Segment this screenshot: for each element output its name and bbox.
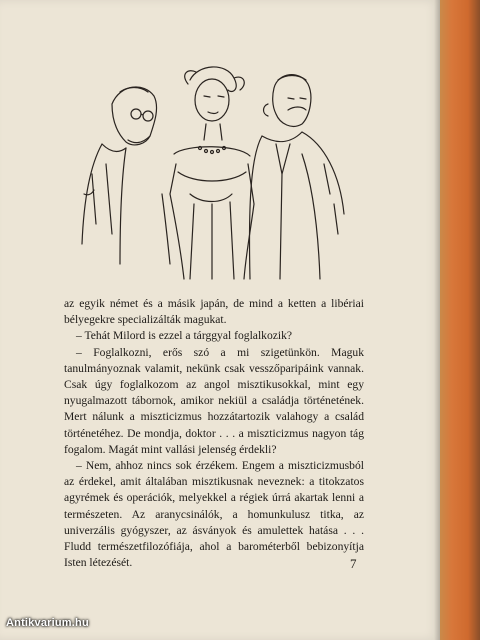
illustration-three-figures bbox=[62, 44, 362, 284]
center-figure-sketch bbox=[162, 67, 254, 279]
paragraph-1: az egyik német és a másik japán, de mind a ketten a libériai bélyegekre specializálták magukat. bbox=[64, 297, 364, 327]
paragraph-4: – Nem, ahhoz nincs sok érzékem. Engem a miszticizmusból az érdekel, amit általában misztikusnak neveznek: a titokzatos agyrémek és operációk, melyekkel a régiek úrrá akartak lenni a természeten. Az aranycsinálók, a homunkulusz titka, az univerzális gyógyszer, az ásványok és amulettek hatása . . . Fludd természetfilozófiája, ahol a barométerből bebizonyítja Isten létezését. bbox=[64, 459, 364, 570]
watermark-text: Antikvarium.hu bbox=[6, 617, 89, 629]
body-text bbox=[64, 296, 364, 571]
paragraph-3: – Foglalkozni, erős szó a mi szigetünkön. Maguk tanulmányoznak valamit, nekünk csak vesszőparipáink vannak. Csak úgy foglalkozom az angol misztikusokkal, mint egy nyugalmazott tábornok, amikor nekiül a családja történetének. Mert nálunk a miszticizmus hozzátartozik valahogy a család történetéhez. De mondja, doktor . . . a miszticizmus nagyon tág fogalom. Magát mint vallási jelenség érdekli? bbox=[64, 345, 364, 456]
left-figure-sketch bbox=[82, 87, 157, 264]
page-number: 7 bbox=[350, 556, 357, 571]
right-figure-sketch bbox=[250, 75, 345, 279]
book-cover-edge bbox=[440, 0, 480, 640]
paragraph-2: – Tehát Milord is ezzel a tárggyal foglalkozik? bbox=[76, 329, 293, 343]
